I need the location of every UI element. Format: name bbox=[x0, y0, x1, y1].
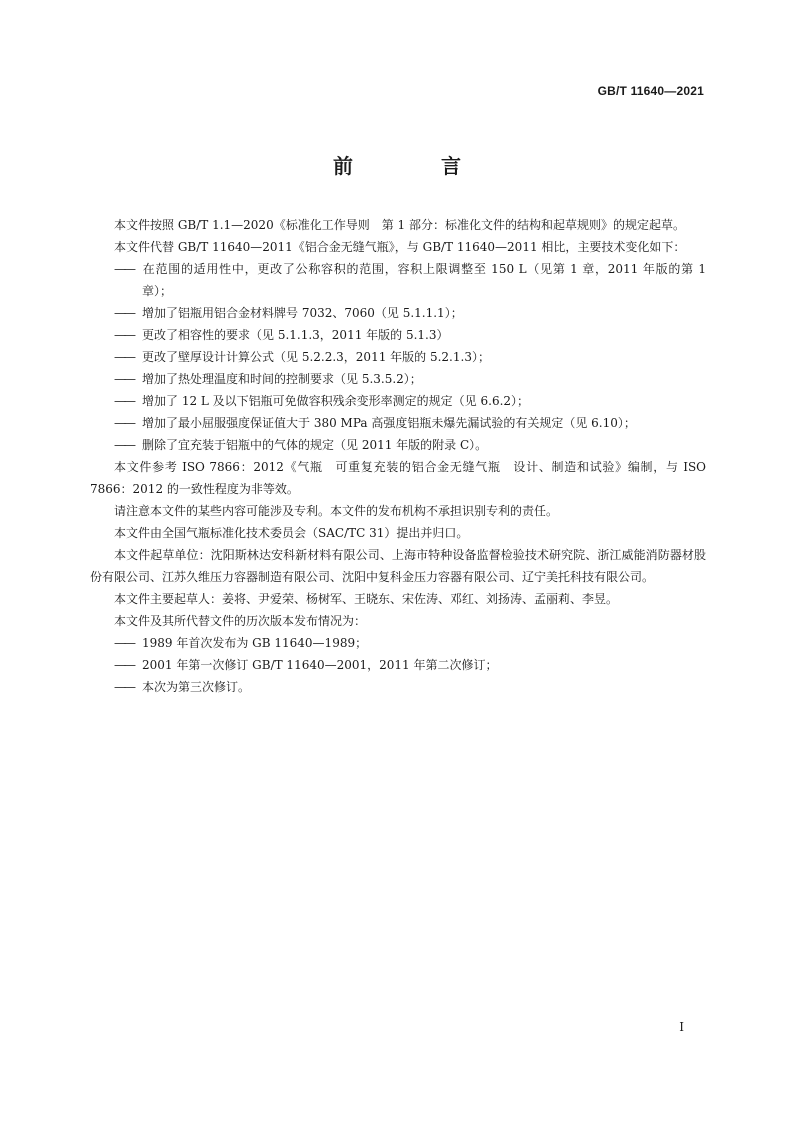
list-item-text: 在范围的适用性中，更改了公称容积的范围，容积上限调整至 150 L（见第 1 章，2011 年版的第 1 章）； bbox=[142, 262, 706, 298]
paragraph-drafting-units: 本文件起草单位：沈阳斯林达安科新材料有限公司、上海市特种设备监督检验技术研究院、浙江威能消防器材股份有限公司、江苏久维压力容器制造有限公司、沈阳中复科金压力容器有限公司、辽宁美托科技有限公司。 bbox=[90, 548, 706, 584]
list-item-text: 删除了宜充装于铝瓶中的气体的规定（见 2011 年版的附录 C）。 bbox=[142, 438, 488, 452]
foreword-body bbox=[90, 214, 706, 698]
list-item bbox=[90, 632, 706, 654]
list-item-text: 1989 年首次发布为 GB 11640—1989； bbox=[142, 636, 368, 650]
list-item bbox=[90, 676, 706, 698]
paragraph-replacement: 本文件代替 GB/T 11640—2011《铝合金无缝气瓶》，与 GB/T 11640—2011 相比，主要技术变化如下： bbox=[114, 240, 686, 254]
list-item-text: 2001 年第一次修订 GB/T 11640—2001，2011 年第二次修订； bbox=[142, 658, 498, 672]
list-item bbox=[90, 302, 706, 324]
list-item bbox=[90, 654, 706, 676]
list-item-text: 增加了热处理温度和时间的控制要求（见 5.3.5.2）； bbox=[142, 372, 422, 386]
dash-marker: —— bbox=[114, 328, 134, 342]
list-item bbox=[90, 368, 706, 390]
paragraph-committee: 本文件由全国气瓶标准化技术委员会（SAC/TC 31）提出并归口。 bbox=[114, 526, 469, 540]
list-item-text: 增加了 12 L 及以下铝瓶可免做容积残余变形率测定的规定（见 6.6.2）； bbox=[142, 394, 530, 408]
dash-marker: —— bbox=[114, 372, 134, 386]
paragraph-iso-reference: 本文件参考 ISO 7866：2012《气瓶 可重复充装的铝合金无缝气瓶 设计、制造和试验》编制，与 ISO 7866：2012 的一致性程度为非等效。 bbox=[90, 460, 706, 496]
dash-marker: —— bbox=[114, 350, 134, 364]
page-title: 前 言 bbox=[333, 154, 495, 178]
dash-marker: —— bbox=[114, 416, 134, 430]
page-number: I bbox=[679, 1020, 684, 1034]
dash-marker: —— bbox=[114, 438, 134, 452]
list-item-text: 更改了壁厚设计计算公式（见 5.2.2.3，2011 年版的 5.2.1.3）； bbox=[142, 350, 490, 364]
standard-code: GB/T 11640—2021 bbox=[597, 84, 704, 98]
dash-marker: —— bbox=[114, 306, 134, 320]
dash-marker: —— bbox=[114, 394, 134, 408]
paragraph-drafters: 本文件主要起草人：姜将、尹爱荣、杨树军、王晓东、宋佐涛、邓红、刘扬涛、孟丽莉、李昱。 bbox=[114, 592, 619, 606]
list-item-text: 更改了相容性的要求（见 5.1.1.3，2011 年版的 5.1.3） bbox=[142, 328, 449, 342]
dash-marker: —— bbox=[114, 262, 134, 276]
list-item bbox=[90, 346, 706, 368]
list-item bbox=[90, 412, 706, 434]
list-item bbox=[90, 324, 706, 346]
paragraph-drafting-rules: 本文件按照 GB/T 1.1—2020《标准化工作导则 第 1 部分：标准化文件的结构和起草规则》的规定起草。 bbox=[114, 218, 685, 232]
list-item bbox=[90, 434, 706, 456]
paragraph-version-history: 本文件及其所代替文件的历次版本发布情况为： bbox=[114, 614, 367, 628]
list-item-text: 增加了最小屈服强度保证值大于 380 MPa 高强度铝瓶未爆先漏试验的有关规定（见 6.10）； bbox=[142, 416, 636, 430]
list-item-text: 本次为第三次修订。 bbox=[142, 680, 251, 694]
dash-marker: —— bbox=[114, 636, 134, 650]
list-item-text: 增加了铝瓶用铝合金材料牌号 7032、7060（见 5.1.1.1）； bbox=[142, 306, 463, 320]
list-item bbox=[90, 258, 706, 302]
list-item bbox=[90, 390, 706, 412]
dash-marker: —— bbox=[114, 658, 134, 672]
dash-marker: —— bbox=[114, 680, 134, 694]
paragraph-patent-notice: 请注意本文件的某些内容可能涉及专利。本文件的发布机构不承担识别专利的责任。 bbox=[114, 504, 559, 518]
